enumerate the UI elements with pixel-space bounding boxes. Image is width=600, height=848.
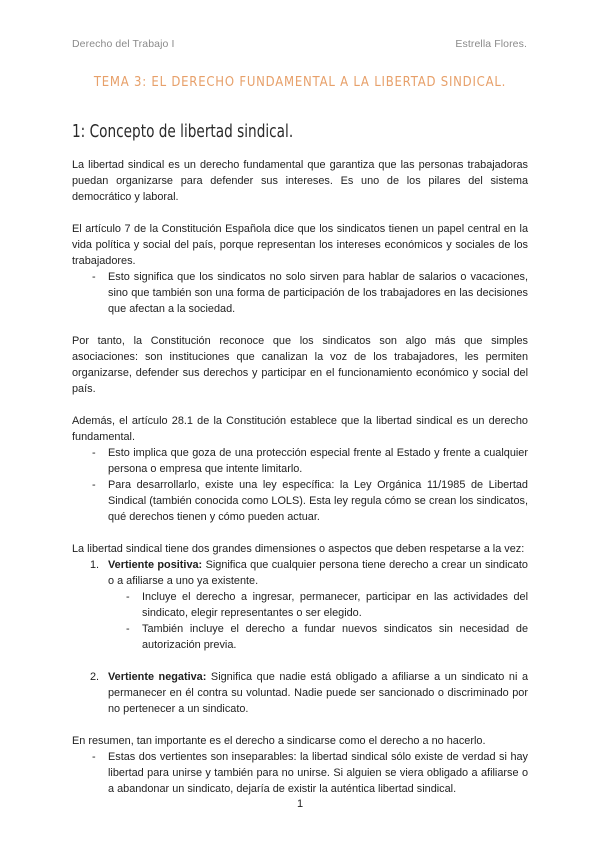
header-author: Estrella Flores. — [455, 38, 527, 50]
paragraph-article-7: El artículo 7 de la Constitución Española dice que los sindicatos tienen un papel central en la vida política y social del país, porque representan los intereses económicos y sociales de los trabajadores. — [72, 223, 528, 267]
dash-marker: - — [92, 447, 96, 459]
list-item: - También incluye el derecho a fundar nuevos sindicatos sin necesidad de autorización previa. — [126, 623, 528, 651]
paragraph-dimensions: La libertad sindical tiene dos grandes dimensiones o aspectos que deben respetarse a la vez: — [72, 543, 525, 555]
paragraph-intro: La libertad sindical es un derecho fundamental que garantiza que las personas trabajadoras puedan organizarse para defender sus intereses. Es uno de los pilares del sistema democrático y laboral. — [72, 159, 528, 203]
paragraph-summary: En resumen, tan importante es el derecho a sindicarse como el derecho a no hacerlo. — [72, 735, 486, 747]
bullet-list-article-28 — [72, 445, 528, 525]
paragraph-constitution: Por tanto, la Constitución reconoce que los sindicatos son algo más que simples asociaciones: son instituciones que canalizan la voz de los trabajadores, les permiten organizarse, defender sus derechos y participar en el funcionamiento económico y social del país. — [72, 335, 528, 395]
bullet-list-article-7 — [72, 269, 528, 317]
label-positive: Vertiente positiva: — [108, 559, 203, 571]
page-number: 1 — [296, 798, 304, 810]
bullet-list-summary — [72, 749, 528, 797]
list-item: - Esto significa que los sindicatos no solo sirven para hablar de salarios o vacaciones, sino que también son una forma de participación de los trabajadores en las decisiones que afectan a la sociedad. — [92, 271, 528, 315]
dash-marker: - — [126, 591, 130, 603]
document-title: TEMA 3: EL DERECHO FUNDAMENTAL A LA LIBERTAD SINDICAL. — [93, 74, 507, 90]
dash-marker: - — [126, 623, 130, 635]
paragraph-article-28: Además, el artículo 28.1 de la Constitución establece que la libertad sindical es un derecho fundamental. — [72, 415, 528, 443]
list-item: - Para desarrollarlo, existe una ley específica: la Ley Orgánica 11/1985 de Libertad Sindical (también conocida como LOLS). Esta ley regula cómo se crean los sindicatos, qué derechos tienen y cómo pueden actuar. — [92, 479, 528, 523]
dash-marker: - — [92, 751, 96, 763]
list-item: - Estas dos vertientes son inseparables: la libertad sindical sólo existe de verdad si hay libertad para unirse y también para no unirse. Si alguien se viera obligado a afiliarse o a abandonar un sindicato, dejaría de existir la auténtica libertad sindical. — [92, 751, 528, 795]
list-item-negative: 2. Vertiente negativa: Significa que nadie está obligado a afiliarse a un sindicato ni a permanecer en él contra su voluntad. Nadie puede ser sancionado o discriminado por no pertenecer a un sindicato. — [90, 671, 529, 715]
label-negative: Vertiente negativa: — [108, 671, 207, 683]
dash-marker: - — [92, 479, 96, 491]
section-heading: 1: Concepto de libertad sindical. — [72, 122, 294, 142]
list-item: - Esto implica que goza de una protección especial frente al Estado y frente a cualquier persona o empresa que intente limitarlo. — [92, 447, 528, 475]
dash-marker: - — [92, 271, 96, 283]
numbered-list-dimensions — [72, 557, 528, 717]
list-item: - Incluye el derecho a ingresar, permanecer, participar en las actividades del sindicato, elegir representantes o ser elegido. — [126, 591, 528, 619]
list-item-positive: 1. Vertiente positiva: Significa que cualquier persona tiene derecho a crear un sindicato o a afiliarse a uno ya existente. - Incluye el derecho a ingresar, permanecer, participar en las actividades del sindicato, elegir representantes o ser elegido. - También incluye el derecho a fundar nuevos sindicatos sin necesidad de autorización previa. — [90, 559, 528, 651]
header-course: Derecho del Trabajo I — [72, 38, 175, 50]
sub-bullet-list — [108, 589, 528, 653]
document-body — [72, 157, 528, 797]
